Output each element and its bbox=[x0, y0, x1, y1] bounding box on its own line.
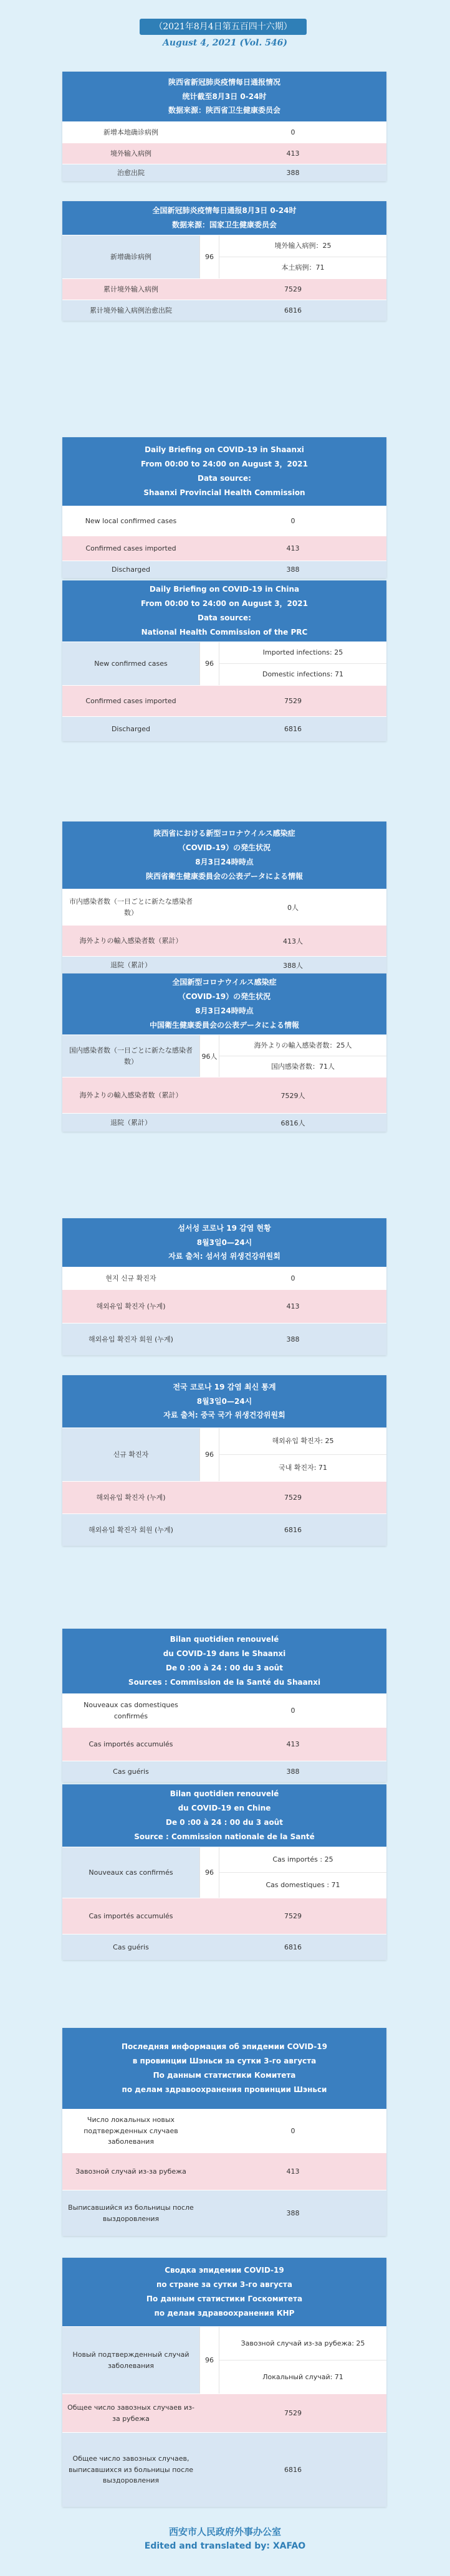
stat-value: 388 bbox=[199, 1761, 386, 1782]
new-cases-subtotal: 国内感染者数：71人 bbox=[219, 1056, 386, 1077]
stat-label: 해외유입 확진자 회원 (누계) bbox=[62, 1324, 199, 1355]
stat-row bbox=[62, 2152, 386, 2190]
stat-row bbox=[62, 1267, 386, 1289]
new-cases-total: 96 bbox=[199, 1847, 219, 1898]
stat-label: New local confirmed cases bbox=[62, 506, 199, 536]
card-title bbox=[62, 437, 386, 506]
title-line: （COVID-19）の発生状況 bbox=[178, 843, 271, 853]
title-line: From 00:00 to 24:00 on August 3，2021 bbox=[141, 460, 308, 469]
new-cases-subtotals bbox=[219, 642, 386, 685]
stat-row bbox=[62, 1513, 386, 1546]
stat-row bbox=[62, 1481, 386, 1513]
stat-row bbox=[62, 506, 386, 536]
stat-label: Confirmed cases imported bbox=[62, 536, 199, 561]
new-cases-breakdown bbox=[199, 235, 386, 278]
title-line: De 0 :00 à 24 : 00 du 3 août bbox=[166, 1818, 283, 1827]
title-line: по делам здравоохранения провинции Шэньси bbox=[122, 2085, 327, 2094]
stat-row bbox=[62, 925, 386, 956]
stat-row bbox=[62, 164, 386, 181]
stat-row bbox=[62, 1077, 386, 1113]
footer-organization: 西安市人民政府外事办公室 bbox=[168, 2526, 281, 2537]
new-cases-subtotal: 本土病例：71 bbox=[219, 257, 386, 278]
title-line: Daily Briefing on COVID-19 in Shaanxi bbox=[145, 445, 304, 455]
card-title bbox=[62, 1218, 386, 1267]
title-line: Shaanxi Provincial Health Commission bbox=[143, 488, 305, 497]
stat-value: 7529 bbox=[199, 1482, 386, 1513]
new-cases-subtotals bbox=[219, 1428, 386, 1481]
stat-label: Cas guéris bbox=[62, 1761, 199, 1782]
stat-value: 6816 bbox=[199, 1514, 386, 1546]
stat-label: Cas importés accumulés bbox=[62, 1898, 199, 1934]
title-line: 섬서성 코로나 19 감염 현황 bbox=[178, 1223, 271, 1233]
stat-label: 累计境外输入病例治愈出院 bbox=[62, 300, 199, 321]
title-line: 统计截至8月3日 0-24时 bbox=[182, 92, 267, 101]
title-line: по стране за сутки 3-го августа bbox=[156, 2280, 292, 2290]
new-cases-row bbox=[62, 1847, 386, 1898]
title-line: 数据来源：国家卫生健康委员会 bbox=[171, 220, 277, 229]
new-cases-subtotal: Завозной случай из-за рубежа: 25 bbox=[241, 2339, 365, 2347]
stat-value: 388 bbox=[199, 164, 386, 181]
stat-label: Cas importés accumulés bbox=[62, 1728, 199, 1761]
stat-row bbox=[62, 685, 386, 716]
title-line: По данным статистики Госкомитета bbox=[146, 2294, 303, 2303]
new-cases-subtotal: Cas importés : 25 bbox=[272, 1855, 333, 1864]
title-line: 8月3日24時時点 bbox=[195, 858, 254, 866]
card-title bbox=[62, 2258, 386, 2326]
title-line: Daily Briefing on COVID-19 in China bbox=[149, 585, 300, 594]
title-line: 数据来源：陕西省卫生健康委员会 bbox=[168, 106, 280, 115]
new-cases-total: 96 bbox=[199, 2327, 219, 2394]
title-line: From 00:00 to 24:00 on August 3，2021 bbox=[141, 599, 308, 608]
new-cases-total: 96 bbox=[199, 642, 219, 685]
new-cases-subtotal: 국내 확진자: 71 bbox=[219, 1454, 386, 1481]
title-line: 陕西省新冠肺炎疫情每日通报情况 bbox=[168, 77, 280, 87]
title-line: 8월3일0—24시 bbox=[196, 1238, 252, 1247]
stat-value: 0 bbox=[199, 506, 386, 536]
new-cases-breakdown bbox=[199, 642, 386, 685]
stat-label: 境外输入病例 bbox=[62, 143, 199, 164]
stat-row bbox=[62, 956, 386, 973]
stat-label: 退院（累計） bbox=[62, 1114, 199, 1132]
card-title bbox=[62, 1375, 386, 1428]
stat-value: 7529 bbox=[199, 2394, 386, 2432]
shaanxi-briefing-card bbox=[62, 1218, 386, 1355]
stat-label: Nouveaux cas domestiques confirmés bbox=[62, 1694, 199, 1727]
stat-value: 6816 bbox=[199, 1934, 386, 1960]
stat-value: 388 bbox=[199, 2190, 386, 2236]
china-briefing-card bbox=[62, 580, 386, 741]
new-cases-subtotal: Cas domestiques : 71 bbox=[219, 1872, 386, 1898]
new-cases-total: 96人 bbox=[199, 1035, 219, 1077]
stat-row bbox=[62, 2394, 386, 2432]
title-line: Data source: bbox=[198, 474, 251, 483]
stat-row bbox=[62, 278, 386, 300]
stat-value: 413 bbox=[199, 1290, 386, 1323]
stat-row bbox=[62, 2109, 386, 2152]
china-briefing-card bbox=[62, 1784, 386, 1960]
new-cases-label: 国内感染者数（一日ごとに新たな感染者数） bbox=[62, 1035, 199, 1077]
title-line: 8月3日24時時点 bbox=[195, 1006, 254, 1015]
new-cases-breakdown bbox=[199, 1035, 386, 1077]
title-line: De 0 :00 à 24 : 00 du 3 août bbox=[166, 1664, 283, 1672]
title-line: Последняя информация об эпидемии COVID-19 bbox=[122, 2042, 327, 2052]
title-line: Bilan quotidien renouvelé bbox=[170, 1789, 279, 1799]
title-line: по делам здравоохранения КНР bbox=[154, 2308, 295, 2318]
title-line: 전국 코로나 19 감염 최신 통계 bbox=[173, 1382, 276, 1391]
china-briefing-card bbox=[62, 973, 386, 1132]
stat-value: 0 bbox=[199, 1694, 386, 1727]
card-title bbox=[62, 201, 386, 235]
title-line: Sources : Commission de la Santé du Shaanxi bbox=[128, 1677, 321, 1687]
new-cases-subtotals bbox=[219, 235, 386, 278]
new-cases-subtotals bbox=[219, 1035, 386, 1077]
new-cases-row bbox=[62, 235, 386, 278]
title-line: По данным статистики Комитета bbox=[153, 2071, 296, 2080]
stat-label: 해외유입 확진자 (누계) bbox=[62, 1482, 199, 1513]
new-cases-total: 96 bbox=[199, 235, 219, 278]
china-briefing-card bbox=[62, 1375, 386, 1546]
new-cases-subtotal: 海外よりの輸入感染者数：25人 bbox=[254, 1041, 352, 1049]
stat-value: 388 bbox=[199, 1324, 386, 1355]
stat-row bbox=[62, 561, 386, 578]
stat-label: 累计境外输入病例 bbox=[62, 279, 199, 300]
stat-label: Discharged bbox=[62, 561, 199, 578]
page-header bbox=[0, 0, 450, 59]
stat-label: Завозной случай из-за рубежа bbox=[62, 2153, 199, 2190]
stat-value: 413 bbox=[199, 536, 386, 561]
title-line: 全国新型コロナウイルス感染症 bbox=[172, 978, 277, 987]
stat-value: 413人 bbox=[199, 926, 386, 956]
title-line: du COVID-19 en Chine bbox=[178, 1804, 271, 1813]
stat-row bbox=[62, 1727, 386, 1761]
stat-label: 海外よりの輸入感染者数（累計） bbox=[62, 926, 199, 956]
stat-row bbox=[62, 2432, 386, 2507]
stat-label: Confirmed cases imported bbox=[62, 686, 199, 716]
title-line: Сводка эпидемии COVID-19 bbox=[165, 2266, 284, 2275]
new-cases-row bbox=[62, 2326, 386, 2394]
stat-row bbox=[62, 716, 386, 741]
issue-date-cn: （2021年8月4日第五百四十六期） bbox=[140, 19, 307, 35]
new-cases-label: Новый подтвержденный случай заболевания bbox=[62, 2327, 199, 2394]
title-line: 자료 출처: 중국 국가 위생건강위원회 bbox=[163, 1411, 285, 1420]
stat-label: Discharged bbox=[62, 717, 199, 741]
new-cases-breakdown bbox=[199, 1428, 386, 1481]
stat-label: 海外よりの輸入感染者数（累計） bbox=[62, 1077, 199, 1113]
card-title bbox=[62, 72, 386, 121]
new-cases-label: New confirmed cases bbox=[62, 642, 199, 685]
title-line: Bilan quotidien renouvelé bbox=[170, 1635, 279, 1644]
footer-credit: Edited and translated by: XAFAO bbox=[144, 2541, 306, 2551]
new-cases-subtotals bbox=[219, 2327, 386, 2394]
stat-label: 退院（累計） bbox=[62, 957, 199, 973]
stat-label: 현지 신규 확진자 bbox=[62, 1267, 199, 1289]
new-cases-row bbox=[62, 1035, 386, 1077]
stat-label: Число локальных новых подтвержденных случаев заболевания bbox=[62, 2110, 199, 2152]
card-title bbox=[62, 2028, 386, 2109]
stat-value: 388人 bbox=[199, 957, 386, 973]
new-cases-subtotal: Локальный случай: 71 bbox=[219, 2360, 386, 2394]
shaanxi-briefing-card bbox=[62, 72, 386, 181]
stat-row bbox=[62, 536, 386, 561]
stat-value: 413 bbox=[199, 2153, 386, 2190]
new-cases-subtotal: 境外输入病例：25 bbox=[274, 242, 332, 250]
stat-row bbox=[62, 2190, 386, 2236]
stat-row bbox=[62, 1693, 386, 1727]
china-briefing-card bbox=[62, 2258, 386, 2507]
stat-value: 7529 bbox=[199, 686, 386, 716]
new-cases-label: 신규 확진자 bbox=[62, 1428, 199, 1481]
title-line: Source : Commission nationale de la Santé bbox=[134, 1832, 315, 1841]
stat-label: 해외유입 확진자 회원 (누계) bbox=[62, 1514, 199, 1546]
stat-row bbox=[62, 1934, 386, 1960]
stat-label: Общее число завозных случаев, выписавшихся из больницы после выздоровления bbox=[62, 2433, 199, 2507]
stat-value: 413 bbox=[199, 1728, 386, 1761]
title-line: 陕西省衛生健康委員会の公表データによる情報 bbox=[145, 871, 303, 881]
title-line: Data source: bbox=[198, 613, 251, 622]
stat-row bbox=[62, 300, 386, 321]
new-cases-subtotal: Imported infections: 25 bbox=[262, 648, 343, 657]
title-line: du COVID-19 dans le Shaanxi bbox=[163, 1649, 286, 1659]
title-line: 全国新冠肺炎疫情每日通报8月3日 0-24时 bbox=[152, 206, 297, 215]
stat-value: 7529 bbox=[199, 279, 386, 300]
stat-row bbox=[62, 1898, 386, 1934]
card-title bbox=[62, 973, 386, 1035]
new-cases-subtotal: Domestic infections: 71 bbox=[219, 663, 386, 685]
stat-row bbox=[62, 1289, 386, 1323]
new-cases-row bbox=[62, 1428, 386, 1481]
stat-value: 388 bbox=[199, 561, 386, 578]
shaanxi-briefing-card bbox=[62, 437, 386, 578]
stat-row bbox=[62, 143, 386, 164]
shaanxi-briefing-card bbox=[62, 1629, 386, 1782]
stat-row bbox=[62, 1113, 386, 1132]
stat-value: 6816人 bbox=[199, 1114, 386, 1132]
shaanxi-briefing-card bbox=[62, 822, 386, 973]
title-line: National Health Commission of the PRC bbox=[141, 627, 308, 637]
title-line: 陕西省における新型コロナウイルス感染症 bbox=[153, 829, 295, 838]
new-cases-subtotals bbox=[219, 1847, 386, 1898]
stat-value: 6816 bbox=[199, 300, 386, 321]
stat-label: 해외유입 확진자 (누계) bbox=[62, 1290, 199, 1323]
new-cases-total: 96 bbox=[199, 1428, 219, 1481]
stat-label: 市内感染者数（一日ごとに新たな感染者数） bbox=[62, 889, 199, 925]
new-cases-breakdown bbox=[199, 1847, 386, 1898]
card-title bbox=[62, 822, 386, 889]
new-cases-row bbox=[62, 642, 386, 685]
stat-label: Cas guéris bbox=[62, 1934, 199, 1960]
title-line: 中国衛生健康委員会の公表データによる情報 bbox=[149, 1020, 299, 1030]
stat-value: 6816 bbox=[199, 717, 386, 741]
title-line: 자료 출처: 섬서성 위생건강위원회 bbox=[168, 1252, 280, 1261]
stat-value: 0 bbox=[199, 2110, 386, 2152]
new-cases-label: 新增确诊病例 bbox=[62, 235, 199, 278]
stat-value: 6816 bbox=[199, 2433, 386, 2507]
stat-value: 413 bbox=[199, 143, 386, 164]
stat-value: 0 bbox=[199, 1267, 386, 1289]
shaanxi-briefing-card bbox=[62, 2028, 386, 2236]
new-cases-label: Nouveaux cas confirmés bbox=[62, 1847, 199, 1898]
stat-value: 0人 bbox=[199, 889, 386, 925]
stat-label: Общее число завозных случаев из-за рубежа bbox=[62, 2394, 199, 2432]
new-cases-subtotal: 해외유입 확진자: 25 bbox=[272, 1437, 334, 1446]
card-title bbox=[62, 1784, 386, 1847]
new-cases-breakdown bbox=[199, 2327, 386, 2394]
title-line: 8월3일0—24시 bbox=[196, 1396, 252, 1406]
stat-label: Выписавшийся из больницы после выздоровления bbox=[62, 2190, 199, 2236]
stat-row bbox=[62, 1323, 386, 1355]
card-title bbox=[62, 1629, 386, 1693]
stat-row bbox=[62, 121, 386, 143]
title-line: в провинции Шэньси за сутки 3-го августа bbox=[132, 2057, 317, 2066]
stat-label: 治愈出院 bbox=[62, 164, 199, 181]
china-briefing-card bbox=[62, 201, 386, 321]
stat-value: 7529 bbox=[199, 1898, 386, 1934]
stat-value: 7529人 bbox=[199, 1077, 386, 1113]
card-title bbox=[62, 580, 386, 642]
stat-label: 新增本地确诊病例 bbox=[62, 122, 199, 143]
issue-date-en: August 4, 2021 (Vol. 546) bbox=[162, 38, 287, 48]
stat-value: 0 bbox=[199, 122, 386, 143]
title-line: （COVID-19）の発生状況 bbox=[178, 992, 271, 1002]
stat-row bbox=[62, 889, 386, 925]
stat-row bbox=[62, 1761, 386, 1782]
